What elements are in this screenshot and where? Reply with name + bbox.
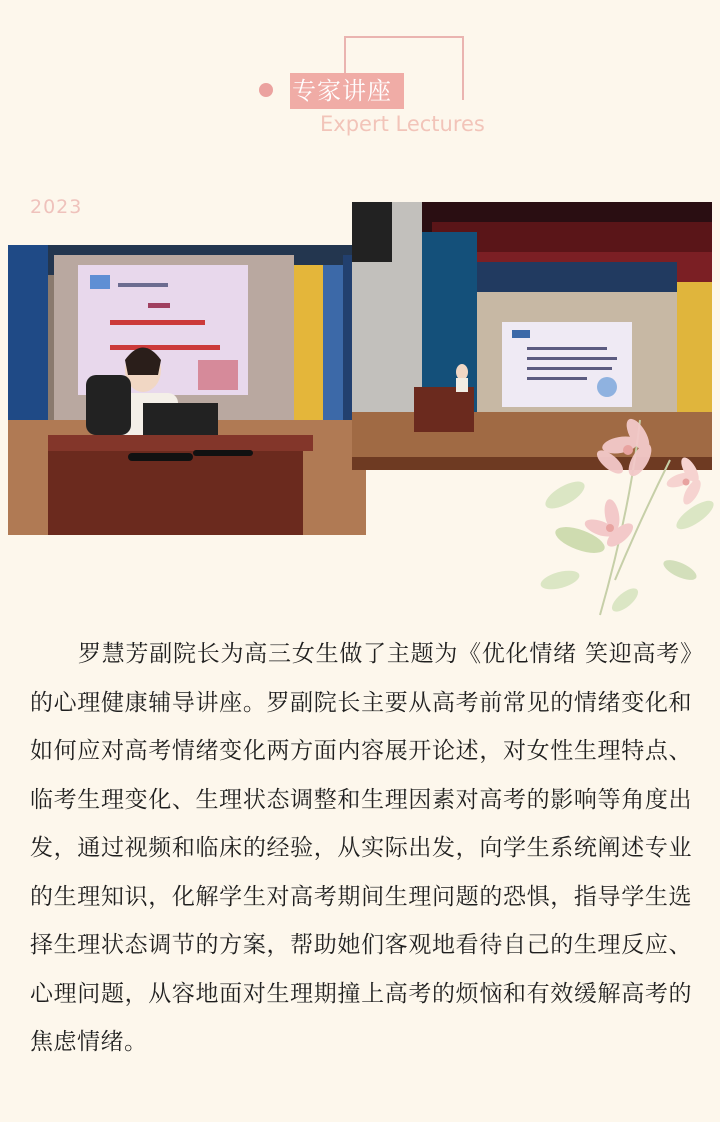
article-paragraph: 罗慧芳副院长为高三女生做了主题为《优化情绪 笑迎高考》的心理健康辅导讲座。罗副院长主要从高考前常见的情绪变化和如何应对高考情绪变化两方面内容展开论述，对女性生理特点、临考生理变化、生理状态调整和生理因素对高考的影响等角度出发，通过视频和临床的经验，从实际出发，向学生系统阐述专业的生理知识，化解学生对高考期间生理问题的恐惧，指导学生选择生理状态调节的方案，帮助她们客观地看待自己的生理反应、心理问题，从容地面对生理期撞上高考的烦恼和有效缓解高考的焦虑情绪。 — [30, 641, 692, 1055]
page-subtitle: Expert Lectures — [320, 112, 485, 136]
page-title: 专家讲座 — [292, 77, 392, 105]
year-label: 2023 — [30, 196, 83, 218]
flower-decoration — [520, 400, 720, 630]
circle-dot-icon — [259, 83, 273, 97]
lecture-podium-photo — [8, 245, 366, 535]
